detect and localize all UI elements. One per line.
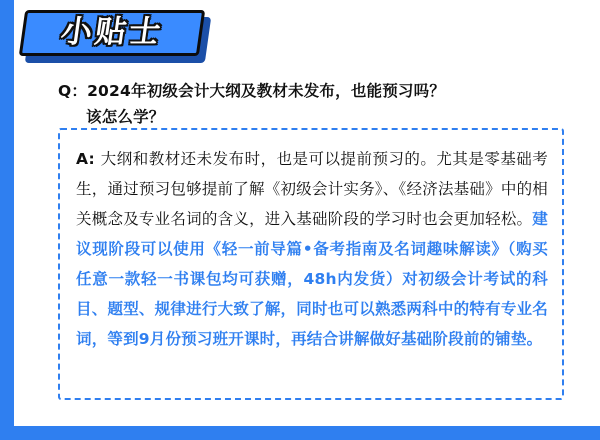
question-line-1: Q：2024年初级会计大纲及教材未发布，也能预习吗？ [58,82,446,100]
question-line-2: 该怎么学？ [86,108,165,126]
question-block [58,78,568,130]
bottom-accent-bar [0,426,600,440]
left-accent-bar [0,0,14,440]
answer-plain: 大纲和教材还未发布时，也是可以提前预习的。尤其是零基础考生，通过预习包够提前了解《初级会计实务》、《经济法基础》中的相关概念及专业名词的含义，进入基础阶段的学习时也会更加轻松。 [76,150,548,228]
badge [22,10,222,66]
answer-box [58,128,564,400]
answer-text [76,144,548,354]
badge-label: 小贴士 [58,14,166,50]
answer-prefix: A: [76,150,101,168]
answer-highlight: 建议现阶段可以使用《轻一前导篇•备考指南及名词趣味解读》（购买任意一款轻一书课包均可获赠，48h内发货）对初级会计考试的科目、题型、规律进行大致了解，同时也可以熟悉两科中的特有专业名词，等到9月份预习班开课时，再结合讲解做好基础阶段前的铺垫。 [76,210,548,348]
